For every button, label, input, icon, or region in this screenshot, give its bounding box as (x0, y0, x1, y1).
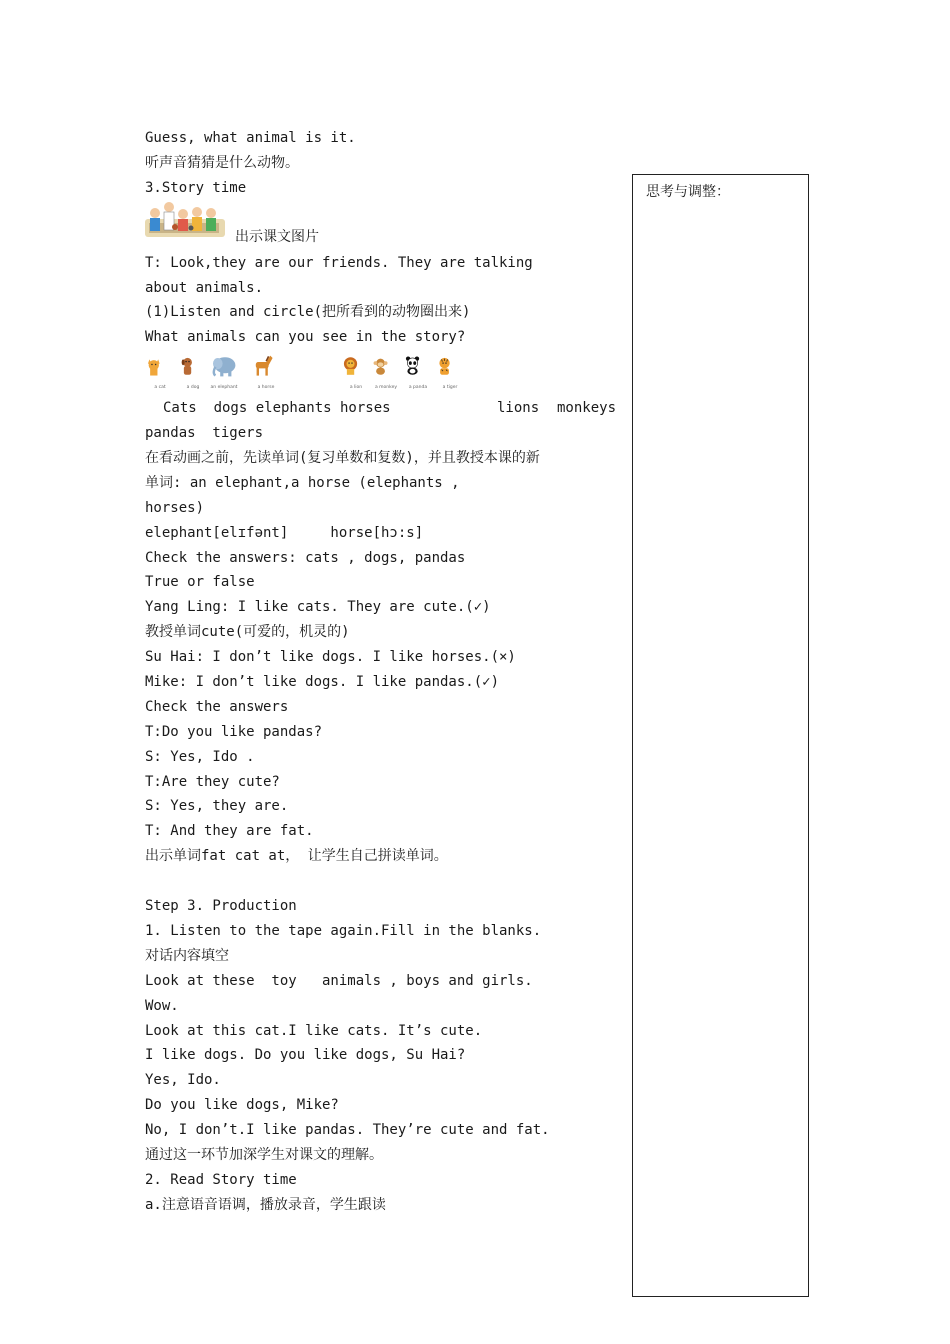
animal-caption: a lion (349, 385, 363, 391)
section-heading: Step 3. Production (145, 898, 297, 915)
text-line: 单词: an elephant,a horse (elephants , (145, 474, 460, 491)
text-line: 2. Read Story time (145, 1171, 297, 1188)
text-line: horses) (145, 499, 205, 516)
elephant-icon (209, 354, 245, 390)
animal-caption: a horse (257, 385, 275, 391)
text-line: (1)Listen and circle(把所看到的动物圈出来) (145, 304, 471, 321)
text-line: Check the answers: cats , dogs, pandas (145, 549, 466, 566)
text-line: pandas tigers (145, 425, 264, 442)
horse-icon (251, 354, 281, 390)
story-picture-icon (145, 201, 225, 237)
tiger-icon (435, 354, 465, 390)
animal-words-line (145, 396, 621, 421)
text-line: T:Do you like pandas? (145, 723, 323, 740)
text-line: S: Yes, Ido . (145, 748, 255, 765)
text-line: T: Look,they are our friends. They are talking (145, 254, 533, 271)
animal-word-lions: lions (497, 400, 540, 417)
text-line: 3.Story time (145, 179, 247, 196)
animal-caption: a cat (154, 385, 166, 391)
animal-words-left: Cats dogs elephants horses (163, 400, 391, 417)
story-picture-caption: 出示课文图片 (235, 228, 319, 245)
text-line: Yes, Ido. (145, 1072, 221, 1089)
text-line: a.注意语音语调，播放录音，学生跟读 (145, 1196, 386, 1213)
text-line: No, I don’t.I like pandas. They’re cute and fat. (145, 1122, 550, 1139)
text-line: Check the answers (145, 698, 289, 715)
lesson-plan-body (145, 126, 621, 1218)
text-line: 听声音猜猜是什么动物。 (145, 154, 299, 171)
animal-word-monkeys: monkeys (557, 400, 617, 417)
text-line: S: Yes, they are. (145, 798, 289, 815)
text-line: about animals. (145, 279, 264, 296)
animal-caption: a panda (408, 385, 428, 391)
text-line: 在看动画之前，先读单词(复习单数和复数)，并且教授本课的新 (145, 450, 540, 467)
animal-icons-row (145, 350, 621, 396)
dog-icon (178, 354, 208, 390)
animal-caption: a tiger (442, 385, 458, 391)
animal-caption: a monkey (374, 385, 398, 391)
text-line: Su Hai: I don’t like dogs. I like horses.(×) (145, 649, 516, 666)
text-line: 教授单词cute(可爱的，机灵的) (145, 624, 350, 641)
animal-caption: a dog (186, 385, 200, 391)
text-line: 对话内容填空 (145, 947, 229, 964)
text-line: 通过这一环节加深学生对课文的理解。 (145, 1146, 383, 1163)
reflection-title: 思考与调整： (646, 184, 730, 200)
story-picture-row (145, 201, 621, 251)
animal-caption: an elephant (210, 385, 238, 391)
monkey-icon (371, 354, 401, 390)
cat-icon (145, 354, 175, 390)
text-line: Guess, what animal is it. (145, 130, 356, 146)
text-line: Wow. (145, 997, 179, 1014)
text-line: True or false (145, 574, 255, 591)
text-line: Mike: I don’t like dogs. I like pandas.(✓) (145, 674, 500, 691)
text-line: Yang Ling: I like cats. They are cute.(✓) (145, 599, 491, 616)
text-line: Look at this cat.I like cats. It’s cute. (145, 1022, 483, 1039)
text-line: 1. Listen to the tape again.Fill in the blanks. (145, 922, 542, 939)
text-line: I like dogs. Do you like dogs, Su Hai? (145, 1047, 466, 1064)
text-line: What animals can you see in the story? (145, 329, 466, 346)
reflection-box (632, 174, 809, 1297)
text-line: Look at these toy animals , boys and girls. (145, 972, 533, 989)
phonetics-line: elephant[elɪfənt] horse[hɔ:s] (145, 524, 424, 541)
text-line: 出示单词fat cat at， 让学生自己拼读单词。 (145, 848, 448, 865)
text-line: T: And they are fat. (145, 823, 314, 840)
text-line: T:Are they cute? (145, 773, 280, 790)
panda-icon (403, 354, 433, 390)
text-line: Do you like dogs, Mike? (145, 1097, 339, 1114)
blank-line (145, 869, 621, 894)
